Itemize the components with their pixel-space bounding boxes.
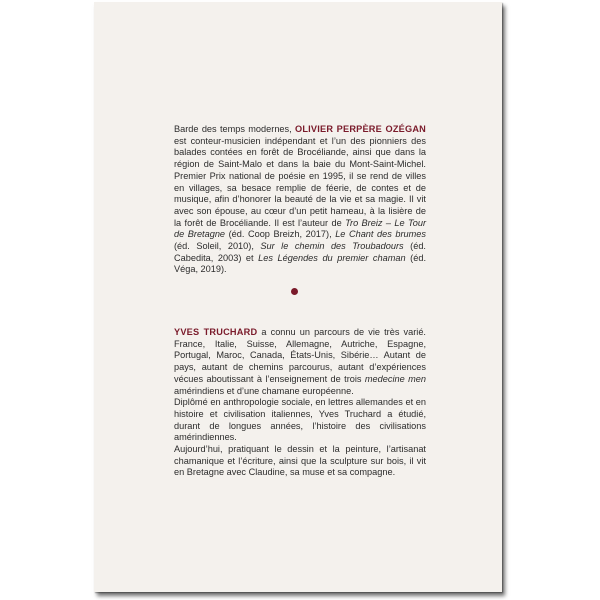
term-italic: medecine men — [364, 373, 427, 384]
bio-text: (éd. Cabedita, 2003) et — [174, 241, 426, 263]
bio-text: (éd. Véga, 2019). — [174, 252, 426, 275]
bio-text: (éd. Soleil, 2010), — [174, 241, 261, 252]
bio-paragraph: Diplômé en anthropologie sociale, en lettres allemandes et en histoire et civilisation italiennes, Yves Truchard a étudié, durant de longues années, l’histoire des civilisations amérindiennes. — [174, 397, 426, 443]
book-title: Le Chant des brumes — [335, 229, 426, 240]
author-bio-olivier — [174, 124, 426, 276]
book-title: Sur le chemin des Troubadours — [260, 241, 404, 252]
book-back-cover — [94, 2, 502, 592]
book-title: Tro Breiz – Le Tour de Bretagne — [174, 217, 427, 240]
author-name-olivier: OLIVIER PERPÈRE OZÉGAN — [295, 124, 426, 134]
bio-text: a connu un parcours de vie très varié. France, Italie, Suisse, Allemagne, Autriche, Espagne, Portugal, Maroc, Canada, États-Unis, Sibérie… Autant de pays, autant de chemins parcourus, autant d’expériences vécues aboutissant à l’enseignement de trois — [174, 327, 426, 384]
bio-text: est conteur-musicien indépendant et l’un des pionniers des balades contées en forêt de Brocéliande, ainsi que dans la région de Saint-Malo et dans la baie du Mont-Saint-Michel. Premier Prix national de poésie en 1995, il se rend de villes en villages, sa besace remplie de féerie, de contes et de musique, afin d’honorer la beauté de la vie et sa magie. Il vit avec son épouse, au cœur d’un petit hameau, à la lisière de la forêt de Brocéliande. Il est l’auteur de — [174, 135, 426, 228]
bio-text: (éd. Coop Breizh, 2017), — [225, 229, 336, 240]
bio-paragraph — [174, 124, 426, 276]
book-title: Les Légendes du premier chaman — [258, 252, 406, 263]
bio-text: amérindiens et d’une chamane européenne. — [174, 385, 354, 396]
author-name-yves: YVES TRUCHARD — [174, 327, 258, 337]
bio-intro: Barde des temps modernes, — [174, 124, 295, 134]
author-bio-yves — [174, 327, 426, 479]
bio-paragraph: Aujourd’hui, pratiquant le dessin et la peinture, l’artisanat chamanique et l’écriture, ainsi que la sculpture sur bois, il vit en Bretagne avec Claudine, sa muse et sa compagne. — [174, 444, 426, 478]
bio-paragraph — [174, 327, 426, 397]
separator-dot — [291, 288, 298, 295]
